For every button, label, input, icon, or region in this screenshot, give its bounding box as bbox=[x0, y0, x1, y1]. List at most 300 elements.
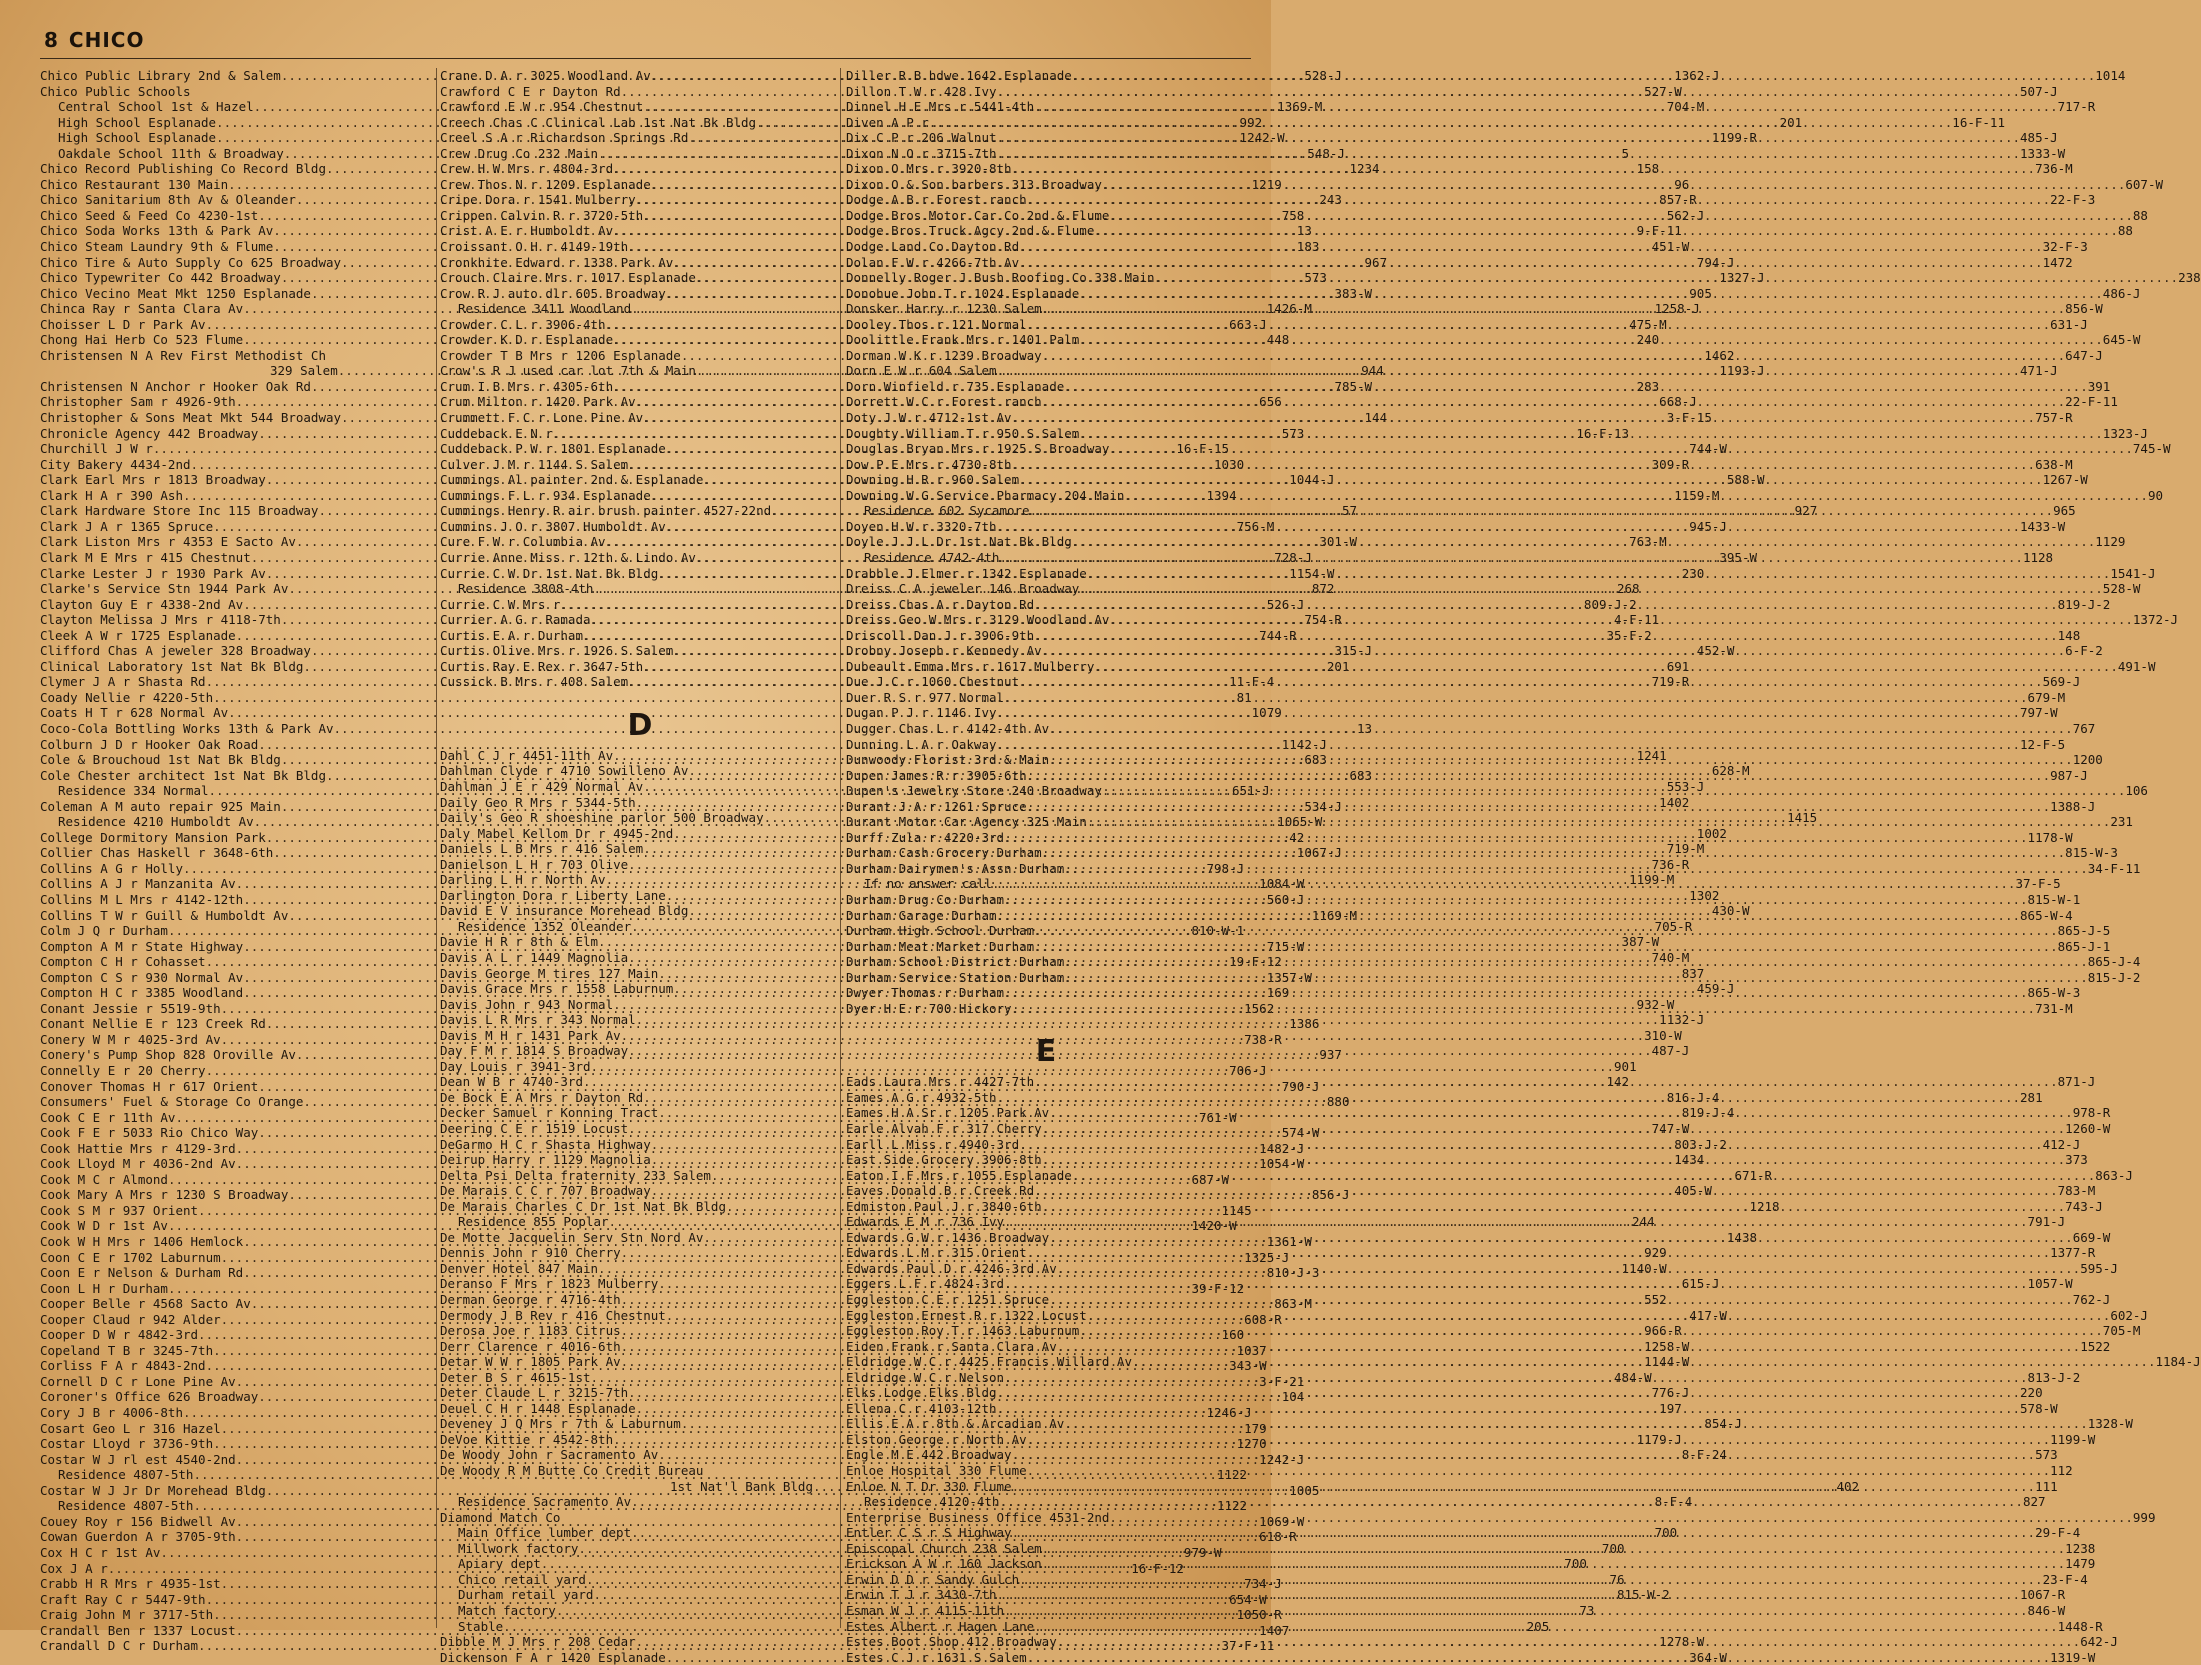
entry-phone: 618-R bbox=[1259, 1529, 1297, 1545]
entry-phone: 1122 bbox=[1216, 1498, 1248, 1514]
entry-phone: 201 bbox=[1326, 658, 1350, 674]
entry-phone: 810-J-3 bbox=[1266, 1265, 1320, 1281]
entry-phone: 654-W bbox=[1229, 1591, 1267, 1607]
entry-name: Erwin T J r 3430-7th bbox=[846, 1587, 997, 1603]
entry-phone: 905 bbox=[1689, 285, 1712, 301]
entry-phone: 736-M bbox=[2035, 161, 2073, 177]
entry-phone: 485-J bbox=[2020, 130, 2058, 146]
entry-phone: 1154-W bbox=[1289, 565, 1335, 581]
leader-dots bbox=[1042, 1199, 2066, 1215]
entry-name: Dugger Chas L r 4142-4th Av bbox=[846, 720, 1050, 736]
leader-dots bbox=[1042, 1152, 2066, 1168]
entry-phone: 691 bbox=[1666, 658, 1690, 674]
entry-name: Donsker Harry r 1230 Salem bbox=[846, 301, 1042, 317]
entry-name: Dreiss Chas A r Dayton Rd bbox=[846, 596, 1035, 612]
entry-phone: 16-F-11 bbox=[1952, 114, 2005, 130]
entry-phone: 11-F-4 bbox=[1229, 674, 1275, 690]
entry-phone: 1169-M bbox=[1311, 907, 1358, 923]
entry-phone: 144 bbox=[1364, 410, 1388, 426]
entry-phone: 528-W bbox=[2102, 581, 2141, 597]
entry-name: Coon C E r 1702 Laburnum bbox=[40, 1249, 221, 1265]
entry-name: Durham Dairymen's Assn Durham bbox=[846, 860, 1065, 876]
leader-dots bbox=[1132, 1354, 2156, 1370]
entry-phone: 3-F-21 bbox=[1259, 1373, 1305, 1389]
leader-dots bbox=[1034, 1619, 2058, 1635]
entry-phone: 704-M bbox=[1666, 99, 1705, 115]
entry-phone: 762-J bbox=[2072, 1292, 2111, 1308]
entry-name: Oakdale School 11th & Broadway bbox=[58, 145, 284, 161]
entry-name: Chinca Ray r Santa Clara Av bbox=[40, 301, 244, 317]
entry-phone: 1199-W bbox=[2050, 1431, 2096, 1447]
entry-phone: 1433-W bbox=[2020, 518, 2066, 534]
entry-phone: 13 bbox=[1296, 223, 1312, 239]
entry-name: Crandall D C r Durham bbox=[40, 1638, 199, 1654]
entry-name: Esman W J r 4115-11th bbox=[846, 1602, 1005, 1618]
entry-name: Chico Public Schools bbox=[40, 83, 191, 99]
entry-name: Chico Sanitarium 8th Av & Oleander bbox=[40, 192, 296, 208]
entry-name: Cummins J O r 3807 Humboldt Av bbox=[440, 518, 666, 534]
entry-phone: 1362-J bbox=[1674, 68, 1720, 83]
entry-phone: 865-W-3 bbox=[2027, 985, 2081, 1001]
entry-phone: 552 bbox=[1644, 1292, 1667, 1308]
entry-name: Currie Anne Miss r 12th & Lindo Av bbox=[440, 549, 696, 565]
entry-phone: 1270 bbox=[1236, 1436, 1267, 1452]
entry-name: Estes Boot Shop 412 Broadway bbox=[846, 1634, 1057, 1650]
entry-name: Chico Tire & Auto Supply Co 625 Broadway bbox=[40, 254, 342, 270]
entry-phone: 526-J bbox=[1266, 596, 1305, 612]
entry-phone: 683 bbox=[1349, 767, 1373, 783]
entry-phone: 5 bbox=[1621, 145, 1630, 161]
entry-name: Davis Grace Mrs r 1558 Laburnum bbox=[440, 981, 674, 997]
entry-phone: 871-J bbox=[2057, 1074, 2096, 1090]
entry-name: Residence 334 Normal bbox=[58, 783, 209, 799]
entry-phone: 683 bbox=[1304, 752, 1327, 768]
entry-name: Clayton Guy E r 4338-2nd Av bbox=[40, 596, 244, 612]
entry-phone: 687-W bbox=[1191, 1171, 1230, 1187]
leader-dots bbox=[1064, 379, 2088, 395]
entry-name: Driscoll Dan J r 3906-9th bbox=[846, 627, 1035, 643]
entry-phone: 757-R bbox=[2035, 410, 2073, 426]
leader-dots bbox=[1012, 1525, 2036, 1541]
entry-name: Crowder T B Mrs r 1206 Esplanade bbox=[440, 347, 681, 363]
leader-dots bbox=[992, 876, 2016, 892]
entry-phone: 23-F-4 bbox=[2042, 1571, 2088, 1587]
entry-phone: 1199-M bbox=[1629, 872, 1675, 888]
entry-name: Coroner's Office 626 Broadway bbox=[40, 1389, 259, 1405]
entry-name: Durant Motor Car Agency 325 Main bbox=[846, 814, 1087, 830]
entry-phone: 3-F-15 bbox=[1666, 410, 1712, 426]
entry-phone: 1234 bbox=[1349, 161, 1380, 177]
entry-name: Clymer J A r Shasta Rd bbox=[40, 674, 206, 690]
entry-phone: 944 bbox=[1361, 363, 1384, 379]
entry-phone: 1372-J bbox=[2132, 612, 2179, 628]
leader-dots bbox=[1027, 1432, 2051, 1448]
entry-phone: 1014 bbox=[2095, 68, 2126, 83]
entry-name: Churchill J W r bbox=[40, 441, 153, 457]
leader-dots bbox=[1004, 985, 2028, 1001]
leader-dots bbox=[1079, 426, 2103, 442]
entry-name: Cleek A W r 1725 Esplanade bbox=[40, 627, 236, 643]
entry-name: Chong Hai Herb Co 523 Flume bbox=[40, 332, 244, 348]
entry-name: Erickson A W r 160 Jackson bbox=[846, 1556, 1042, 1572]
entry-name: Dinnel H E Mrs r 5441-4th bbox=[846, 99, 1035, 115]
entry-name: Dwyer Thomas r Durham bbox=[846, 985, 1005, 1001]
entry-name: Eaton I F Mrs r 1055 Esplanade bbox=[846, 1167, 1072, 1183]
entry-name: Eames A G r 4932-5th bbox=[846, 1089, 997, 1105]
entry-name: Clinical Laboratory 1st Nat Bk Bldg bbox=[40, 658, 304, 674]
entry-name: Costar Lloyd r 3736-9th bbox=[40, 1436, 214, 1452]
entry-name: Derr Clarence r 4016-6th bbox=[440, 1338, 621, 1354]
leader-dots bbox=[1004, 892, 2028, 908]
entry-phone: 1377-R bbox=[2050, 1245, 2096, 1261]
entry-phone: 602-J bbox=[2110, 1307, 2148, 1323]
entry-phone: 1415 bbox=[1787, 810, 1818, 826]
entry-phone: 1241 bbox=[1636, 747, 1667, 763]
entry-phone: 1057-W bbox=[2027, 1276, 2073, 1292]
entry-phone: 309-R bbox=[1651, 456, 1690, 472]
entry-phone: 856-J bbox=[1311, 1187, 1350, 1203]
entry-phone: 1402 bbox=[1659, 794, 1690, 810]
entry-name: Collins T W r Guill & Humboldt Av bbox=[40, 907, 289, 923]
directory-entry bbox=[440, 1510, 840, 1526]
entry-name: Darling L H r North Av bbox=[440, 872, 606, 888]
entry-name: Eggers L F r 4824-3rd bbox=[846, 1276, 1005, 1292]
leader-dots bbox=[997, 130, 2021, 146]
entry-phone: 1178-W bbox=[2027, 829, 2073, 845]
leader-dots bbox=[1049, 721, 2073, 737]
entry-phone: 865-J-1 bbox=[2057, 938, 2111, 954]
entry-name: Entler C S r S Highway bbox=[846, 1525, 1012, 1541]
entry-phone: 32-F-3 bbox=[2042, 239, 2088, 255]
entry-name: Crowder K D r Esplanade bbox=[440, 332, 614, 348]
entry-name: Cooper Claud r 942 Alder bbox=[40, 1311, 221, 1327]
entry-phone: 573 bbox=[1304, 270, 1327, 286]
entry-phone: 1144-W bbox=[1644, 1354, 1690, 1370]
entry-phone: 104 bbox=[1281, 1389, 1305, 1405]
entry-phone: 815-W-1 bbox=[2027, 891, 2081, 907]
entry-phone: 81 bbox=[1236, 689, 1252, 705]
entry-phone: 220 bbox=[2020, 1385, 2043, 1401]
entry-name: Eads Laura Mrs r 4427-7th bbox=[846, 1074, 1035, 1090]
leader-dots bbox=[1012, 457, 2036, 473]
entry-phone: 608-R bbox=[1244, 1311, 1282, 1327]
entry-phone: 57 bbox=[1341, 503, 1358, 519]
entry-name: Curtis E A r Durham bbox=[440, 627, 583, 643]
entry-phone: 1448-R bbox=[2057, 1618, 2103, 1634]
entry-phone: 562-J bbox=[1666, 207, 1705, 223]
entry-name: Colm J Q r Durham bbox=[40, 923, 168, 939]
entry-name: Clark J A r 1365 Spruce bbox=[40, 518, 214, 534]
entry-phone: 244 bbox=[1632, 1214, 1655, 1230]
entry-phone: 979-W bbox=[1183, 1544, 1222, 1560]
leader-dots bbox=[1019, 239, 2043, 255]
entry-name: Christopher Sam r 4926-9th bbox=[40, 394, 236, 410]
entry-phone: 1067-R bbox=[2020, 1587, 2066, 1603]
entry-name: Douglas Bryan Mrs r 1925 S Broadway bbox=[846, 441, 1110, 457]
entry-phone: 827 bbox=[2022, 1494, 2046, 1510]
entry-name: Edmiston Paul J r 3840-6th bbox=[846, 1198, 1042, 1214]
entry-phone: 1079 bbox=[1251, 705, 1282, 721]
entry-phone: 1386 bbox=[1289, 1016, 1320, 1032]
entry-name: Dugan P J r 1146 Ivy bbox=[846, 705, 997, 721]
entry-name: Residence 1352 Oleander bbox=[458, 918, 632, 934]
entry-name: Earll L Miss r 4940-3rd bbox=[846, 1136, 1020, 1152]
leader-dots bbox=[1057, 1339, 2081, 1355]
entry-name: Dibble M J Mrs r 208 Cedar bbox=[440, 1634, 636, 1650]
leader-dots bbox=[1034, 939, 2058, 955]
entry-name: Dahl C J r 4451-11th Av bbox=[440, 747, 614, 763]
entry-phone: 647-J bbox=[2065, 347, 2103, 363]
entry-name: Cornell D C r Lone Pine Av bbox=[40, 1373, 236, 1389]
entry-phone: 999 bbox=[2132, 1509, 2156, 1525]
entry-name: Day F M r 1814 S Broadway bbox=[440, 1043, 629, 1059]
entry-name: Deter Claude L r 3215-7th bbox=[440, 1385, 629, 1401]
entry-phone: 343-W bbox=[1229, 1358, 1267, 1374]
entry-phone: 37-F-11 bbox=[1221, 1638, 1275, 1654]
entry-name: Denver Hotel 847 Main bbox=[440, 1260, 599, 1276]
entry-phone: 719-M bbox=[1666, 841, 1705, 857]
leader-dots bbox=[1027, 768, 2051, 784]
entry-name: Collins A J r Manzanita Av bbox=[40, 876, 236, 892]
entry-phone: 569-J bbox=[2042, 674, 2081, 690]
entry-name: Craft Ray C r 5447-9th bbox=[40, 1591, 206, 1607]
entry-name: Currie C W Dr 1st Nat Bk Bldg bbox=[440, 565, 659, 581]
entry-name: Copeland T B r 3245-7th bbox=[40, 1342, 214, 1358]
entry-name: Collins M L Mrs r 4142-12th bbox=[40, 891, 244, 907]
leader-dots bbox=[1004, 1603, 2028, 1619]
entry-phone: 679-M bbox=[2027, 689, 2066, 705]
entry-name: Dixon N O r 3715-7th bbox=[846, 145, 997, 161]
entry-name: Collins A G r Holly bbox=[40, 860, 183, 876]
entry-phone: 731-M bbox=[2035, 1000, 2073, 1016]
entry-name: Coady Nellie r 4220-5th bbox=[40, 689, 214, 705]
entry-phone: 987-J bbox=[2050, 767, 2088, 783]
entry-name: Crandall Ben r 1337 Locust bbox=[40, 1622, 236, 1638]
entry-phone: 310-W bbox=[1644, 1027, 1682, 1043]
entry-name: Conery's Pump Shop 828 Oroville Av bbox=[40, 1047, 296, 1063]
entry-phone: 965 bbox=[2053, 503, 2076, 519]
entry-name: Dix C P r 206 Walnut bbox=[846, 130, 997, 146]
leader-dots bbox=[1042, 348, 2066, 364]
leader-dots bbox=[1042, 1556, 2066, 1572]
entry-name: Conery W M r 4025-3rd Av bbox=[40, 1031, 221, 1047]
entry-phone: 715-W bbox=[1266, 938, 1305, 954]
entry-name: Conover Thomas H r 617 Orient bbox=[40, 1078, 259, 1094]
entry-name: Eggleston Roy T r 1463 Laburnum bbox=[846, 1323, 1080, 1339]
entry-name: Durham retail yard bbox=[458, 1587, 594, 1603]
entry-phone: 728-J bbox=[1274, 549, 1312, 565]
entry-name: Drabble J Elmer r 1342 Esplanade bbox=[846, 565, 1087, 581]
entry-name: Dixon O Mrs r 3920-8th bbox=[846, 161, 1012, 177]
entry-phone: 819-J-2 bbox=[2057, 596, 2111, 612]
entry-name: City Bakery 4434-2nd bbox=[40, 456, 191, 472]
leader-dots bbox=[1049, 1105, 2073, 1121]
entry-phone: 1319-W bbox=[2050, 1649, 2096, 1665]
entry-phone: 700 bbox=[1601, 1540, 1625, 1556]
entry-name: Crippen Calvin R r 3720-5th bbox=[440, 207, 644, 223]
entry-name: Durham Garage Durham bbox=[846, 907, 997, 923]
entry-name: Eldridge W C r 4425 Francis Willard Av bbox=[846, 1354, 1132, 1370]
entry-name: Coats H T r 628 Normal Av bbox=[40, 705, 229, 721]
leader-dots bbox=[1057, 1634, 2081, 1650]
entry-phone: 1479 bbox=[2065, 1556, 2096, 1572]
entry-name: Cook W D r 1st Av bbox=[40, 1218, 168, 1234]
entry-name: Cook Lloyd M r 4036-2nd Av bbox=[40, 1156, 236, 1172]
entry-name: Chico Soda Works 13th & Park Av bbox=[40, 223, 274, 239]
entry-name: Currier A G r Ramada bbox=[440, 612, 591, 628]
entry-name: Davis George M tires 127 Main bbox=[440, 965, 659, 981]
leader-dots bbox=[1012, 410, 2036, 426]
entry-name: Dupen James R r 3905-6th bbox=[846, 767, 1027, 783]
entry-phone: 283 bbox=[1636, 378, 1660, 394]
leader-dots bbox=[1109, 612, 2133, 628]
leader-dots bbox=[997, 363, 2021, 379]
leader-dots bbox=[1034, 597, 2058, 613]
leader-dots bbox=[1027, 1245, 2051, 1261]
entry-phone: 756-M bbox=[1236, 518, 1275, 534]
entry-phone: 863-J bbox=[2095, 1167, 2133, 1183]
entry-phone: 1037 bbox=[1236, 1342, 1267, 1358]
entry-phone: 1438 bbox=[1726, 1229, 1758, 1245]
entry-phone: 73 bbox=[1579, 1602, 1595, 1618]
leader-dots bbox=[1079, 286, 2103, 302]
entry-name: Doolittle Frank Mrs r 1401 Palm bbox=[846, 332, 1080, 348]
entry-phone: 744-W bbox=[1689, 441, 1727, 457]
entry-name: Elks Lodge Elks Bldg bbox=[846, 1385, 997, 1401]
entry-name: Cox H C r 1st Av bbox=[40, 1544, 161, 1560]
entry-phone: 364-W bbox=[1689, 1649, 1727, 1665]
leader-dots bbox=[1030, 503, 2054, 519]
leader-dots bbox=[997, 1385, 2021, 1401]
leader-dots bbox=[1019, 472, 2043, 488]
entry-phone: 846-W bbox=[2027, 1602, 2066, 1618]
entry-phone: 169 bbox=[1266, 985, 1290, 1001]
entry-name: Crowder C L r 3906-4th bbox=[440, 316, 606, 332]
entry-phone: 945-J bbox=[1689, 518, 1727, 534]
entry-phone: 553-J bbox=[1666, 778, 1705, 794]
entry-phone: 230 bbox=[1681, 565, 1705, 581]
entry-phone: 1199-R bbox=[1711, 130, 1758, 146]
entry-phone: 669-W bbox=[2072, 1229, 2111, 1245]
entry-name: Durham School District Durham bbox=[846, 954, 1065, 970]
entry-name: Cook F E r 5033 Rio Chico Way bbox=[40, 1125, 259, 1141]
entry-name: Doyen H W r 3320-7th bbox=[846, 518, 997, 534]
entry-phone: 719-R bbox=[1651, 674, 1690, 690]
entry-name: Millwork factory bbox=[458, 1540, 579, 1556]
entry-phone: 865-W-4 bbox=[2020, 907, 2073, 923]
leader-dots bbox=[997, 146, 2021, 162]
entry-phone: 1267-W bbox=[2042, 472, 2088, 488]
entry-phone: 857-R bbox=[1659, 192, 1697, 208]
leader-dots bbox=[1072, 534, 2096, 550]
entry-phone: 872 bbox=[1311, 581, 1335, 597]
leader-dots bbox=[1109, 208, 2133, 224]
entry-phone: 1145 bbox=[1221, 1202, 1252, 1218]
entry-phone: 656 bbox=[1259, 394, 1282, 410]
entry-phone: 745-W bbox=[2132, 441, 2171, 457]
leader-dots bbox=[1094, 223, 2118, 239]
leader-dots bbox=[1087, 814, 2111, 830]
entry-name: Donnelly Roger J Bush Roofing Co 338 Main bbox=[846, 270, 1155, 286]
leader-dots bbox=[1042, 1121, 2066, 1137]
entry-name: Dodge Bros Truck Agcy 2nd & Flume bbox=[846, 223, 1095, 239]
entry-phone: 231 bbox=[2110, 814, 2133, 830]
entry-name: Crist A E r Humboldt Av bbox=[440, 223, 614, 239]
leader-dots bbox=[1087, 566, 2111, 582]
entry-name: Crum I B Mrs r 4305-6th bbox=[440, 378, 614, 394]
entry-phone: 471-J bbox=[2020, 363, 2058, 379]
entry-name: Cole Chester architect 1st Nat Bk Bldg bbox=[40, 767, 326, 783]
entry-phone: 700 bbox=[1564, 1556, 1587, 1572]
entry-name: Crane D A r 3025 Woodland Av bbox=[440, 68, 651, 83]
entry-name: Residence 4742-4th bbox=[864, 549, 1000, 565]
entry-phone: 183 bbox=[1296, 239, 1320, 255]
entry-phone: 16-F-15 bbox=[1176, 441, 1230, 457]
entry-phone: 1002 bbox=[1696, 825, 1727, 841]
leader-dots bbox=[1102, 177, 2126, 193]
entry-phone: 1218 bbox=[1749, 1198, 1780, 1214]
entry-name: Compton H C r 3385 Woodland bbox=[40, 985, 244, 1001]
entry-name: High School Esplanade bbox=[58, 130, 217, 146]
leader-dots bbox=[1012, 1447, 2036, 1463]
entry-name: Compton A M r State Highway bbox=[40, 938, 244, 954]
entry-name: 1st Nat'l Bank Bldg bbox=[670, 1478, 813, 1494]
entry-name: Clark M E Mrs r 415 Chestnut bbox=[40, 549, 251, 565]
entry-phone: 734-J bbox=[1244, 1576, 1282, 1592]
entry-phone: 1258-W bbox=[1644, 1338, 1690, 1354]
entry-phone: 966-R bbox=[1644, 1323, 1682, 1339]
entry-name: Detar W W r 1805 Park Av bbox=[440, 1354, 621, 1370]
entry-name: Daily's Geo R shoeshine parlor 500 Broadway bbox=[440, 810, 764, 826]
entry-phone: 663-J bbox=[1229, 316, 1267, 332]
entry-name: Crow R J auto dlr 605 Broadway bbox=[440, 285, 666, 301]
entry-name: Crew Drug Co 232 Main bbox=[440, 145, 599, 161]
leader-dots bbox=[1064, 861, 2088, 877]
entry-phone: 854-J bbox=[1704, 1416, 1742, 1432]
entry-name: Dreiss Geo W Mrs r 3129 Woodland Av bbox=[846, 612, 1110, 628]
entry-phone: 35-F-2 bbox=[1606, 627, 1652, 643]
entry-name: Derman George r 4716-4th bbox=[440, 1292, 621, 1308]
entry-name: Crouch Claire Mrs r 1017 Esplanade bbox=[440, 270, 696, 286]
entry-phone: 387-W bbox=[1621, 934, 1660, 950]
entry-phone: 268 bbox=[1616, 581, 1640, 597]
entry-phone: 588-W bbox=[1726, 472, 1765, 488]
entry-name: Coon E r Nelson & Durham Rd bbox=[40, 1265, 244, 1281]
entry-phone: 4-F-11 bbox=[1614, 612, 1660, 628]
entry-name: Cook W H Mrs r 1406 Hemlock bbox=[40, 1234, 244, 1250]
entry-phone: 607-W bbox=[2125, 176, 2164, 192]
entry-phone: 528-J bbox=[1304, 68, 1342, 83]
entry-name: Costar W J Jr Dr Morehead Bldg bbox=[40, 1482, 266, 1498]
leader-dots bbox=[1049, 752, 2073, 768]
entry-name: Daily Geo R Mrs r 5344-5th bbox=[440, 794, 636, 810]
entry-name: Chico Typewriter Co 442 Broadway bbox=[40, 270, 281, 286]
entry-phone: 573 bbox=[2035, 1447, 2058, 1463]
entry-phone: 430-W bbox=[1711, 903, 1750, 919]
entry-phone: 1200 bbox=[2072, 752, 2103, 768]
entry-phone: 158 bbox=[1636, 161, 1660, 177]
section-gap bbox=[846, 1016, 1246, 1030]
leader-dots bbox=[1057, 1261, 2081, 1277]
entry-name: Enloe N T Dr 330 Flume bbox=[846, 1478, 1012, 1494]
entry-phone: 383-W bbox=[1334, 285, 1373, 301]
entry-name: Dupen's Jewelry Store 240 Broadway bbox=[846, 783, 1102, 799]
entry-phone: 29-F-4 bbox=[2035, 1525, 2081, 1541]
entry-name: De Marais C C r 707 Broadway bbox=[440, 1183, 651, 1199]
entry-name: Consumers' Fuel & Storage Co Orange bbox=[40, 1094, 304, 1110]
entry-name: Clark Liston Mrs r 4353 E Sacto Av bbox=[40, 534, 296, 550]
entry-name: Danielson L H r 703 Olive bbox=[440, 856, 629, 872]
